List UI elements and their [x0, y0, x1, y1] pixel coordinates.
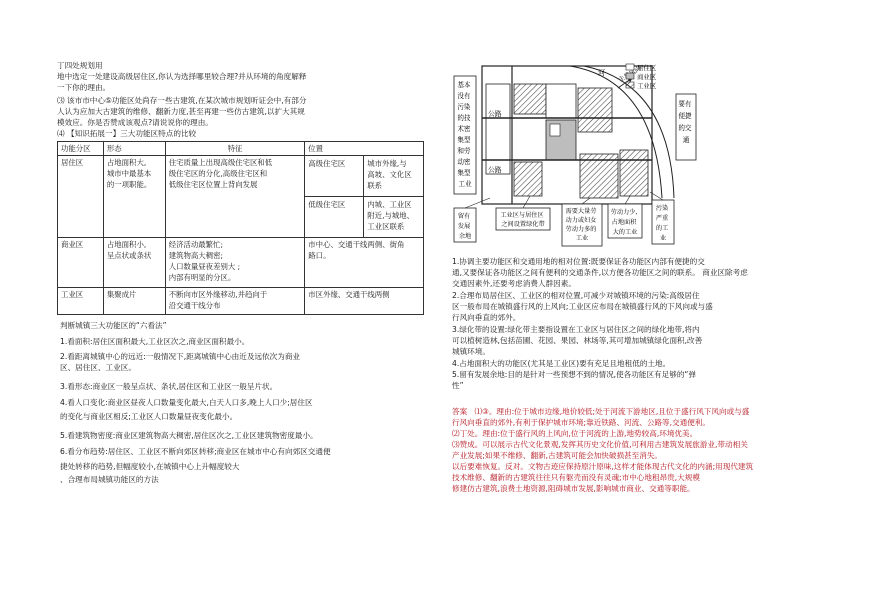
residential-zone [546, 84, 576, 118]
cell-line: 级住宅区的分化,高级住宅区和 [168, 169, 268, 178]
cell-line: 市中心、交通干线两侧、街角 [308, 240, 405, 249]
subzone-label: 高级住宅区 [305, 156, 364, 197]
list-item: 、合理布局城镇功能区的方法 [60, 475, 159, 484]
subzone-desc [364, 156, 423, 197]
cell-line: 内部有明显的分区。 [168, 273, 236, 282]
method-line: 2.合理布局居住区、工业区的相对位置,可减少对城镇环境的污染:高级居住 [452, 291, 700, 300]
cell-line: 沿交通干线分布 [168, 301, 221, 310]
subzone-desc [364, 197, 423, 238]
answer-line: ⑶赞成。可以展示古代文化景观,发挥其历史文化价值,可利用古建筑发展旅游业,带动相关 [452, 440, 748, 449]
list-item: 捷处转移的趋势,但幅度较小,在城镇中心上升幅度较大 [60, 462, 240, 471]
left-annotation-text: 基本 没有 污染 的技 术密 集型 和劳 动密 集型 工业 [457, 81, 472, 188]
table-header: 特征 [165, 142, 305, 156]
method-line: 区一般布局在城镇盛行风的上风向;工业区应布局在城镇盛行风的下风向或与盛 [452, 302, 713, 311]
cell-line: 附近,与城地、 [367, 211, 414, 220]
location-cell: 市区外缘、交通干线两侧 [305, 288, 424, 315]
industrial-zone [620, 150, 648, 196]
method-line: 5.留有发展余地:目的是针对一些预想不到的情况,使各功能区有足够的“弹 [452, 370, 696, 379]
feature-cell [165, 288, 305, 315]
cell-line: 联系 [367, 181, 383, 190]
list-item: 4.看人口变化:商业区昼夜人口数量变化最大,白天人口多,晚上人口少;居住区 [60, 398, 313, 407]
cell-line: 不断向市区外缘移动,并趋向于 [168, 290, 268, 299]
cell-line: 建筑物高大稠密; [168, 251, 223, 260]
function-zone-table [57, 141, 424, 315]
knowledge-extension-title: ⑷ 【知识拓展一】三大功能区特点的比较 [57, 129, 197, 138]
road-label: 公路 [488, 110, 502, 118]
cell-line: 低级住宅区位置上背向发展 [168, 180, 258, 189]
method-line: 3.绿化带的设置:绿化带主要指设置在工业区与居住区之间的绿化地带,将内 [452, 325, 700, 334]
list-item: 区、居住区、工业区。 [60, 363, 136, 372]
answer-line: ⑵丁处。理由:位于盛行风的上风向,位于河流的上游,地势较高,环境优美。 [452, 429, 698, 438]
note-text: 需要大量劳 动力或妇女 劳动力多的 工业 [565, 208, 597, 242]
shape-cell [103, 238, 165, 288]
cell-line: 人口数量昼夜差别大 ; [168, 262, 241, 271]
list-item: 的变化与商业区相反;工业区人口数量昼夜变化最小。 [60, 412, 238, 421]
answer-line: ⑴③。理由:位于城市边缘,地价较低;处于河流下游地区,且位于盛行风下风向或与盛 [474, 407, 750, 416]
note-text: 留有 发展 余地 [457, 213, 472, 240]
method-line: 交通因素外,还要考虑消费人群因素。 [452, 279, 576, 288]
section-heading: 丁四处规划用 [57, 61, 103, 70]
list-item: 6.看分布趋势:居住区、工业区不断向郊区转移;商业区在城市中心有向郊区交通便 [60, 447, 331, 456]
zone-cell: 工业区 [58, 288, 104, 315]
answer-line: 行风向垂直的郊外,有利于保护城市环境;靠近铁路、河流、公路等,交通便利。 [452, 418, 710, 427]
commercial-block [550, 124, 560, 136]
zone-cell: 商业区 [58, 238, 104, 288]
list-item: 5.看建筑物密度:商业区建筑物高大稠密,居住区次之,工业区建筑物密度最小。 [60, 431, 318, 440]
method-line: 1.协调主要功能区和交通用地的相对位置:既要保证各功能区内部有便捷的交 [452, 257, 705, 266]
shape-cell: 集聚成片 [103, 288, 165, 315]
method-line: 性” [452, 381, 464, 390]
feature-cell [165, 156, 305, 238]
note-text: 工业区与居住区 之间设置绿化带 [500, 212, 545, 228]
list-item: 3.看形态:商业区一般呈点状、条状,居住区和工业区一般呈片状。 [60, 382, 278, 391]
table-header-row [58, 142, 424, 156]
answer-line: 产业发展;如果不维修、翻新,古建筑可能会加快破损甚至消失。 [452, 451, 663, 460]
method-line: 4.占地面积大的功能区(尤其是工业区)要有充足且地租低的土地。 [452, 359, 671, 368]
industrial-zone [578, 88, 612, 132]
method-line: 行风向垂直的郊外。 [452, 313, 521, 322]
location-cell [305, 156, 424, 238]
legend-swatch-industrial [626, 82, 634, 88]
question-3-text: ⑶ 该市市中心⑤功能区处尚存一些古建筑,在某次城市规划听证会中,有部分 [57, 96, 307, 105]
legend-label: 工业区 [637, 82, 657, 90]
cell-line: 占地面积大, [106, 158, 147, 167]
question-text: 一下你的理由。 [57, 83, 111, 92]
cell-line: 城市外缘,与 [367, 159, 407, 168]
answer-line: 以后要难恢复。反对。文物古迹应保持原汁原味,这样才能体现古代文化的内涵;用现代建筑 [452, 462, 754, 471]
location-subtable [305, 156, 423, 237]
cell-line: 经济活动最繁忙; [168, 240, 223, 249]
method-line: 可以植树造林,包括苗圃、花园、果园、林场等,其可增加城镇绿化面积,改善 [452, 336, 703, 345]
method-line: 通,又要保证各功能区之间有便利的交通条件,以方便各功能区之间的联系。 商业区除考虑 [452, 268, 748, 277]
answer-label: 答案 [452, 407, 468, 416]
cell-line: 城市中最基本 [106, 169, 152, 178]
legend-swatch-residential [626, 64, 634, 70]
cell-line: 住宅质量上出现高级住宅区和低 [168, 158, 273, 167]
table-row [58, 288, 424, 315]
cell-line: 内城、工业区 [367, 200, 412, 209]
cell-line: 占地面积小, [106, 240, 147, 249]
table-header: 形态 [103, 142, 165, 156]
legend-label: 商业区 [637, 73, 657, 81]
location-cell [305, 238, 424, 288]
cell-line: 路口。 [308, 251, 331, 260]
list-item: 1.看面积:居住区面积最大,工业区次之,商业区面积最小。 [60, 337, 250, 346]
question-3-text: 模效应。你是否赞成该观点?请说说你的理由。 [57, 118, 213, 127]
subtable-row [305, 156, 423, 197]
city-layout-diagram [450, 58, 700, 248]
answer-block [452, 406, 749, 418]
question-3-text: 人认为应加大古建筑的维修、翻新力度,甚至再建一些仿古建筑,以扩大其规 [57, 107, 305, 116]
answer-line: 技术维修、翻新的古建筑往往只有躯壳而没有灵魂;市中心地租昂贵,大规模 [452, 473, 700, 482]
industrial-zone [514, 162, 542, 196]
question-text: 地中选定一处建设高级居住区,你认为选择哪里较合理?并从环境的角度解释 [57, 72, 307, 81]
legend-label: 居住区 [637, 64, 657, 72]
table-row [58, 238, 424, 288]
zone-cell: 居住区 [58, 156, 104, 238]
table-row [58, 156, 424, 238]
cell-line: 工业区联系 [367, 222, 405, 231]
feature-cell [165, 238, 305, 288]
subzone-label: 低级住宅区 [305, 197, 364, 238]
industrial-zone [514, 84, 546, 114]
cell-line: 高坡、文化区 [367, 170, 412, 179]
six-look-title: 判断城镇三大功能区的“六看法” [60, 321, 167, 330]
cell-line: 的一项职能。 [106, 180, 152, 189]
legend-swatch-commercial [626, 73, 634, 79]
list-item: 2.看距离城镇中心的远近:一般情况下,距离城镇中心由近及远依次为商业 [60, 352, 301, 361]
note-text: 劳动力少, 占地面积 大的工业 [610, 209, 638, 236]
river-label: 河 [598, 69, 605, 77]
shape-cell [103, 156, 165, 238]
answer-line: 修建仿古建筑,浪费土地资源,阻碍城市发展,影响城市商业、交通等职能。 [452, 484, 695, 493]
subtable-row [305, 197, 423, 238]
note-text: 污染 严重 的工 业 [655, 205, 669, 242]
table-header: 位置 [305, 142, 424, 156]
cell-line: 呈点状或条状 [106, 251, 152, 260]
method-line: 城镇环境。 [452, 347, 490, 356]
road-label: 公路 [488, 166, 502, 174]
right-annotation-text: 要有 便捷 的交 通 [678, 100, 692, 144]
table-header: 功能分区 [58, 142, 104, 156]
